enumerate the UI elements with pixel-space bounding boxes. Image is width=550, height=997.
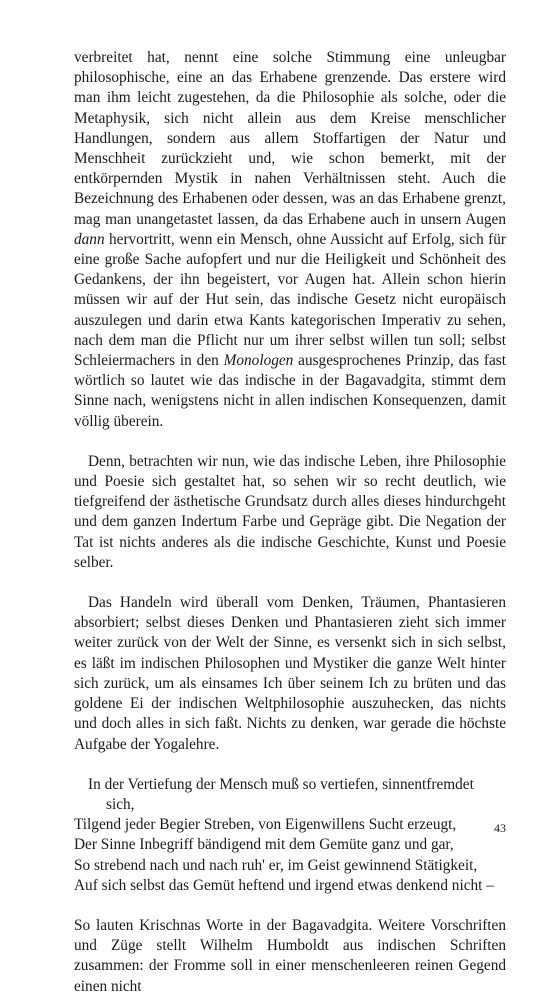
paragraph-3 bbox=[74, 593, 506, 755]
book-page bbox=[74, 48, 506, 997]
paragraph-closing bbox=[74, 916, 506, 997]
verse-line: Tilgend jeder Begier Streben, von Eigenwillens Sucht erzeugt, bbox=[74, 816, 457, 834]
text-run: Denn, betrachten wir nun, wie das indische Leben, ihre Philosophie und Poesie sich gestaltet hat, so sehen wir so recht deutlich, wie tiefgreifend der ästhetische Grundsatz durch alles dieses hindurchgeht und dem ganzen Indertum Farbe und Gepräge gibt. Die Negation der Tat ist nichts anderes als die indische Geschichte, Kunst und Poesie selber. bbox=[74, 452, 506, 571]
text-run: verbreitet hat, nennt eine solche Stimmung eine unleugbar philosophische, eine an das Erhabene grenzende. Das erstere wird man ihm leicht zugestehen, da die Philosophie als solche, oder die Metaphysik, sich nicht allein aus dem Kreise menschlicher Handlungen, sondern aus allem Stoffartigen der Natur und Menschheit zurückzieht und, wie schon bemerkt, mit der entkörpernden Mystik in nahen Verhältnissen steht. Auch die Bezeichnung des Erhabenen oder dessen, was an das Erhabene grenzt, mag man unangetastet lassen, da das Erhabene auch in unsern Augen bbox=[74, 49, 506, 228]
verse-line: Der Sinne Inbegriff bändigend mit dem Gemüte ganz und gar, bbox=[74, 836, 454, 854]
verse-line: sich, bbox=[106, 795, 135, 813]
text-run: hervortritt, wenn ein Mensch, ohne Aussicht auf Erfolg, sich für eine große Sache aufopfert und nur die Heiligkeit und Schönheit des Gedankens, der ihn begeistert, vor Augen hat. Allein schon hierin müssen wir auf der Hut sein, das indische Gesetz nicht europäisch auszulegen und darin etwa Kants kategorischen Imperativ zu sehen, nach dem man die Pflicht nur um ihrer selbst willen tun soll; selbst Schleiermachers in den bbox=[74, 230, 506, 370]
emphasis-text: dann bbox=[74, 230, 105, 248]
paragraph-gap bbox=[74, 573, 506, 593]
emphasis-text: Monologen bbox=[223, 352, 294, 370]
verse-line: So strebend nach und nach ruh' er, im Geist gewinnend Stätigkeit, bbox=[74, 856, 478, 874]
verse-line: Auf sich selbst das Gemüt heftend und irgend etwas denkend nicht – bbox=[74, 876, 494, 894]
text-run: ausgesprochenes Prinzip, das fast wörtlich so lautet wie das indische in der Bagavadgita, stimmt dem Sinne nach, wenigstens nicht in allen indischen Konsequenzen, damit völlig überein. bbox=[74, 352, 506, 430]
paragraph-gap bbox=[74, 432, 506, 452]
verse-block bbox=[74, 775, 506, 896]
paragraph-gap bbox=[74, 755, 506, 775]
verse-line: In der Vertiefung der Mensch muß so vertiefen, sinnentfremdet bbox=[88, 775, 474, 793]
page-number: 43 bbox=[494, 821, 506, 835]
text-run: So lauten Krischnas Worte in der Bagavadgita. Weitere Vorschriften und Züge stellt Wilhelm Humboldt aus indischen Schriften zusammen: der Fromme soll in einer menschenleeren reinen Gegend einen nicht bbox=[74, 916, 506, 995]
paragraph-1 bbox=[74, 48, 506, 432]
paragraph-gap bbox=[74, 896, 506, 916]
paragraph-2 bbox=[74, 452, 506, 573]
text-run: Das Handeln wird überall vom Denken, Träumen, Phantasieren absorbiert; selbst dieses Denken und Phantasieren zieht sich immer weiter zurück von der Welt der Sinne, es versenkt sich in sich selbst, es läßt im indischen Philosophen und Mystiker die ganze Welt hinter sich zurück, um als einsames Ich über seinem Ich zu brüten und das goldene Ei der indischen Weltphilosophie auszuhecken, das nichts und doch alles in sich faßt. Nichts zu denken, war gerade die höchste Aufgabe der Yogalehre. bbox=[74, 594, 506, 753]
